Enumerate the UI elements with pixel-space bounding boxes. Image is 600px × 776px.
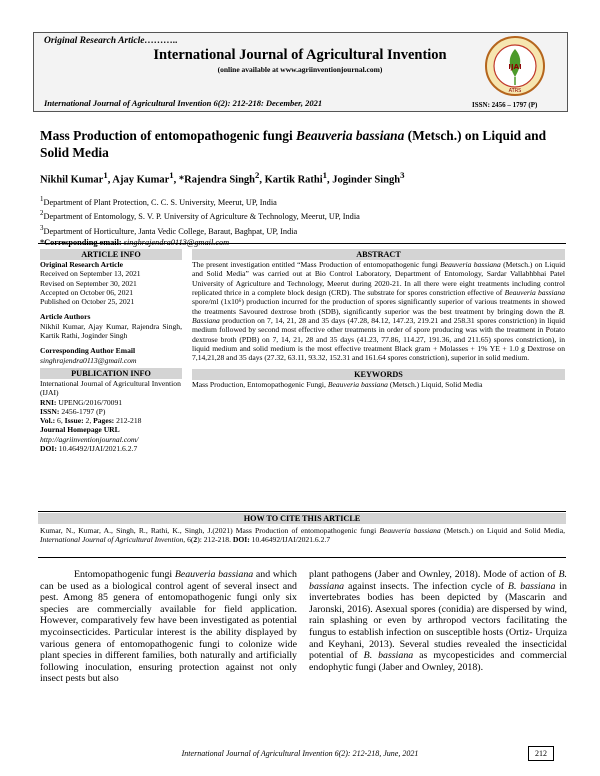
pages-label: Pages: (93, 416, 115, 426)
cite-journal: International Journal of Agricultural Invention, (40, 535, 186, 545)
revised-date: Revised on September 30, 2021 (40, 278, 137, 288)
species-name: Beauveria bassiana (327, 379, 388, 389)
affiliation-sup: 2 (40, 210, 44, 218)
rni-label: RNI: (40, 397, 57, 407)
page-number: 212 (528, 746, 554, 761)
body-paragraph-left: Entomopathogenic fungi Beauveria bassiana and which can be used as a biological control agent of several insect and pest. Among 85 genera of entomopathogenic fungi only six species are commercially available for field application. However, comparatively few have been investigated as potential mycoinsecticides. Particular interest is the ability displayed by various genera of entomopathogenic fungi to colonize wide plant species in different families, both naturally and artificially following inoculation, ensuring protection against not only insect pests but also (40, 569, 297, 685)
author-name: *Rajendra Singh (178, 174, 255, 186)
cite-issue: 2 (193, 535, 198, 545)
affiliation-sup: 1 (40, 196, 44, 203)
species-name: Beauveria bassiana (174, 569, 254, 580)
article-type: Original Research Article……….. (44, 36, 178, 46)
author-sup: 1 (103, 170, 108, 180)
species-name: B. bassiana (363, 650, 414, 662)
logo-text: IJAI (508, 63, 522, 71)
pub-volume (40, 416, 182, 425)
homepage-label: Journal Homepage URL (40, 425, 120, 435)
journal-logo (484, 35, 546, 97)
affiliation-text: Department of Plant Protection, C. C. S. University, Meerut, UP, India (43, 197, 277, 207)
homepage-link[interactable]: http://agriinventionjournal.com/ (40, 434, 139, 444)
title-prefix: Mass Production of entomopathogenic fungi (40, 128, 297, 143)
author-sup: 1 (322, 170, 328, 180)
abstract-text: The present investigation entitled “Mass Production of entomopathogenic fungi Beauveria bassiana (Metsch.) on Liquid and Solid Media” was carried out at Bio Control Laboratory, Department of Entomology, Sardar Vallabhbhai Patel University of Agriculture and Technology, Meerut during 2020-21. In all there were eight treatments including control replicated thrice in a complete block design (CRD). The substrate for spores constriction effective of Beauveria bassiana spore/ml (1x10⁶) production incurred for the production of spores significantly superior of various treatments in showed the treatments Savoured dextrose broth (SDB), significantly superior was the best treatment by bringing down the B. Bassiana production on 7, 14, 21, 28 and 35 days (47.28, 84.12, 147.23, 219.21 and 258.31 spores constriction) in liquid medium followed by second most effective other treatments in order of spore producing was with the treatment in Potato dextrose broth (PDB) on 7, 14, 21, 28 and 35 days (41.23, 77.86, 114.27, 191.36, and 211.65) spores constriction), in liquid medium and solid medium is the most effective treatment Black gram + Molasses + 1% YE + 1.0 g Dextrose on 7,14,21,28 and 35 days (27.32, 63.11, 93.32, 152.31 and 161.64 spores constriction), superior in solid medium. (192, 260, 566, 363)
journal-issn: ISSN: 2456 – 1797 (P) (472, 101, 538, 109)
author-name: Nikhil Kumar (40, 174, 104, 186)
affiliation (40, 208, 570, 222)
journal-citation-line: International Journal of Agricultural Invention 6(2): 212-218: December, 2021 (44, 98, 323, 108)
paper-title (40, 127, 570, 161)
affiliation (40, 223, 570, 237)
divider (38, 511, 566, 512)
page-footer: International Journal of Agricultural Invention 6(2): 212-218, June, 2021 (181, 749, 419, 758)
corresponding-email[interactable]: singhrajendra0113@gmail.com (123, 238, 230, 248)
divider (38, 243, 566, 244)
affiliation-text: Department of Entomology, S. V. P. University of Agriculture & Technology, Meerut, UP, India (43, 212, 360, 222)
pub-journal: International Journal of Agricultural Invention (IJAI) (40, 378, 181, 398)
issue-value: 2, (83, 416, 94, 426)
species-name: B. bassiana (309, 569, 567, 592)
article-info-column (40, 249, 182, 453)
doi-value[interactable]: 10.46492/IJAI/2021.6.2.7 (56, 444, 138, 454)
pages-value: 212-218 (114, 416, 142, 426)
author-sup: 1 (169, 170, 174, 180)
how-to-cite-text: Kumar, N., Kumar, A., Singh, R., Rathi, K., Singh, J.(2021) Mass Production of entomopathogenic fungi Beauveria bassiana (Metsch.) on Liquid and Solid Media, International Journal of Agricultural Invention, 6(2): 212-218. DOI: 10.46492/IJAI/2021.6.2.7 (40, 526, 566, 545)
vol-value: 6, (55, 416, 65, 426)
title-suffix: (Metsch.) on Liquid and Solid Media (40, 128, 547, 160)
abstract-column (192, 249, 565, 389)
article-type-label: Original Research Article (40, 260, 123, 269)
author-sup: 3 (400, 170, 405, 180)
affiliation (40, 194, 570, 208)
affiliation-sup: 3 (40, 224, 44, 232)
species-name: Beauveria bassiana (504, 288, 566, 298)
logo-subtext: ATRS (508, 88, 522, 94)
author-name: Kartik Rathi (264, 174, 323, 186)
author-name: Ajay Kumar (112, 174, 170, 186)
received-date: Received on September 13, 2021 (40, 269, 141, 279)
pub-rni (40, 398, 182, 407)
species-name: B. bassiana (507, 580, 556, 592)
article-info-heading: ARTICLE INFO (40, 249, 182, 260)
issn-value: 2456-1797 (P) (59, 406, 106, 416)
species-name: B. Bassiana (192, 306, 565, 326)
published-date: Published on October 25, 2021 (40, 297, 135, 307)
title-species: Beauveria bassiana (296, 128, 405, 143)
cite-doi[interactable]: 10.46492/IJAI/2021.6.2.7 (249, 535, 331, 545)
affiliations (40, 194, 570, 249)
author-list: Nikhil Kumar$^1$, Ajay Kumar$^1$, *Rajendra Singh$^2$, Kartik Rathi$^1$, Joginder Singh$^3$ (40, 170, 405, 186)
species-name: Beauveria bassiana (440, 260, 501, 269)
publication-info-heading: PUBLICATION INFO (40, 368, 182, 379)
issn-label: ISSN: (40, 406, 60, 416)
rni-value: UPENG/2016/70091 (56, 397, 123, 407)
accepted-date: Accepted on October 06, 2021 (40, 287, 133, 297)
body-paragraph-right: plant pathogens (Jaber and Ownley, 2018). Mode of action of B. bassiana against insects. The infection cycle of B. bassiana in invertebrates bodies has been depicted by (Mascarin and Jaronski, 2016). Asexual spores (conidia) are dispersed by wind, rain splashing or even by arthropod vectors facilitating the fungus to establish infection on susceptible hosts (Ortiz- Urquiza and Keyhani, 2013). Several studies revealed the insecticidal potential of B. bassiana as mycopesticides and commercial endophytic fungi (Jaber and Ownley, 2018). (309, 569, 567, 673)
divider (38, 557, 566, 558)
abstract-heading: ABSTRACT (192, 249, 565, 260)
how-to-cite-heading: HOW TO CITE THIS ARTICLE (38, 513, 566, 524)
corr-author-label: Corresponding Author Email (40, 346, 136, 356)
pub-doi (40, 444, 182, 453)
species-name: Beauveria bassiana (379, 526, 441, 535)
corresponding-label: *Corresponding email: (40, 238, 122, 248)
journal-online-note: (online available at www.agriinventionjournal.com) (217, 65, 383, 74)
pub-issn (40, 407, 182, 416)
doi-label: DOI: (40, 444, 57, 454)
author-name: Joginder Singh (332, 174, 401, 186)
vol-label: Vol.: (40, 416, 56, 426)
author-sup: 2 (255, 170, 260, 180)
article-authors-label: Article Authors (40, 312, 91, 322)
cite-doi-label: DOI: (232, 535, 250, 545)
corr-author-email[interactable]: singhrajendra0113@gmail.com (40, 355, 137, 365)
journal-name: International Journal of Agricultural Invention (153, 47, 447, 63)
issue-label: Issue: (64, 416, 84, 426)
article-authors-text: Nikhil Kumar, Ajay Kumar, Rajendra Singh, Kartik Rathi, Joginder Singh (40, 321, 182, 341)
affiliation-text: Department of Horticulture, Janta Vedic College, Baraut, Baghpat, UP, India (43, 226, 298, 236)
keywords-text: Mass Production, Entomopathogenic Fungi, Beauveria bassiana (Metsch.) Liquid, Solid Media (192, 379, 483, 389)
keywords-heading: KEYWORDS (192, 369, 565, 380)
